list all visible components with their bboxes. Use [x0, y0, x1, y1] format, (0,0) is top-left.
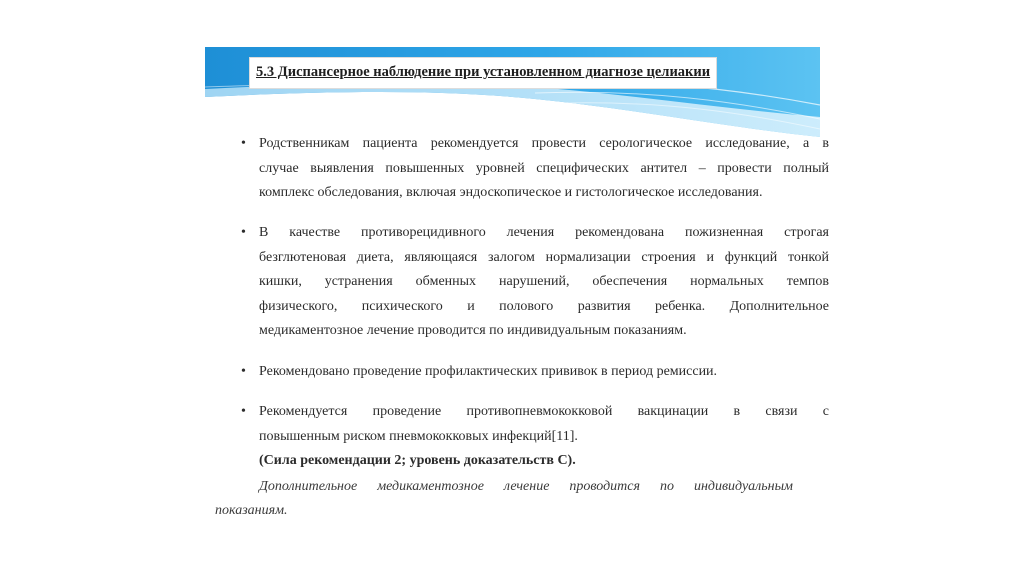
text-line: комплекс обследования, включая эндоскопическое и гистологическое исследования.	[259, 185, 763, 200]
slide-title: 5.3 Диспансерное наблюдение при установленном диагнозе целиакии	[256, 64, 711, 80]
text-line: повышенным риском пневмококковых инфекций[11].	[259, 428, 578, 444]
text-line: Рекомендовано проведение профилактических прививок в период ремиссии.	[259, 364, 718, 379]
text-line: безглютеновая диета, являющаяся залогом нормализации строения и функций тонкой	[259, 249, 829, 265]
text-line: случае выявления повышенных уровней специфических антител – провести полный	[259, 160, 829, 176]
slide	[205, 47, 829, 547]
bullet-icon: •	[241, 225, 246, 240]
bullet-icon: •	[241, 404, 246, 419]
text-line: В качестве противорецидивного лечения рекомендована пожизненная строгая	[259, 225, 829, 240]
text-line: физического, психического и полового развития ребенка. Дополнительное	[259, 298, 829, 314]
recommendation-strength: (Сила рекомендации 2; уровень доказательств С).	[259, 453, 576, 468]
text-line: Родственникам пациента рекомендуется провести серологическое исследование, а в	[259, 136, 829, 151]
text-line: кишки, устранения обменных нарушений, обеспечения нормальных темпов	[259, 274, 829, 289]
text-line: медикаментозное лечение проводится по индивидуальным показаниям.	[259, 323, 687, 338]
bullet-icon: •	[241, 364, 246, 379]
note-line: показаниям.	[215, 503, 288, 518]
note-line: Дополнительное медикаментозное лечение проводится по индивидуальным	[259, 479, 793, 494]
text-line: Рекомендуется проведение противопневмококковой вакцинации в связи с	[259, 404, 829, 419]
title-box	[249, 57, 717, 89]
bullet-icon: •	[241, 136, 246, 151]
